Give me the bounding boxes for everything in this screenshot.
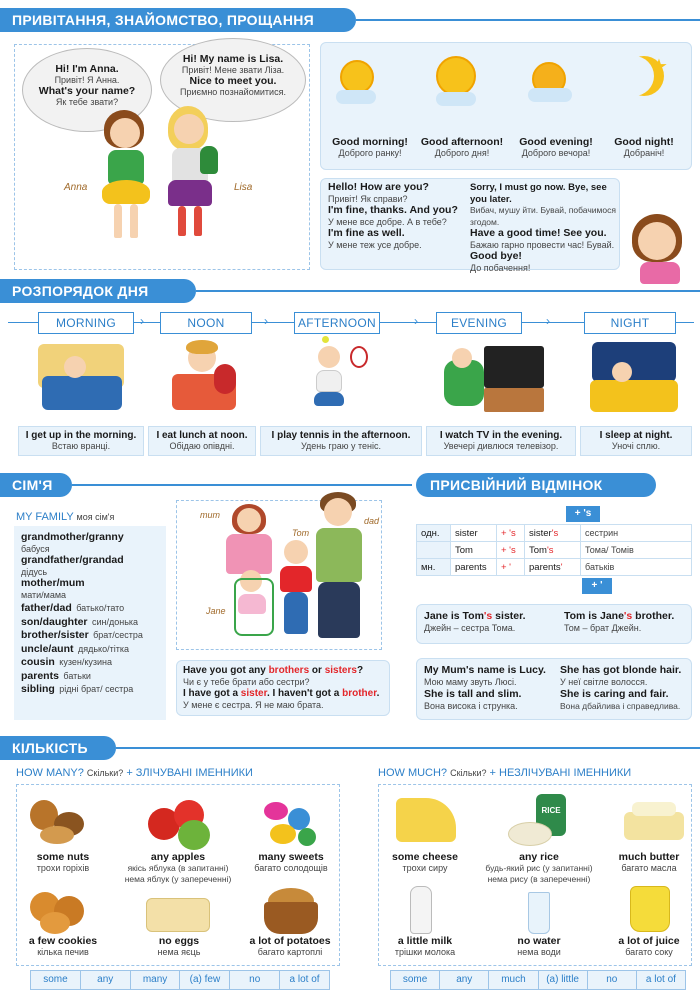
how-many-word-bar (30, 970, 330, 990)
family-word: father/dad (21, 602, 72, 614)
dialogue-line: Good bye! (470, 250, 522, 262)
desc-ua: Вона дбайлива і справедлива. (560, 701, 681, 711)
how-many-plus: + ЗЛІЧУВАНІ ІМЕННИКИ (126, 767, 253, 779)
family-title-en: MY FAMILY (16, 511, 74, 523)
family-name-dad: dad (364, 516, 380, 526)
greeting-time (414, 136, 510, 158)
greeting-time (598, 136, 690, 158)
routine-ua: Встаю вранці. (51, 441, 111, 451)
family-translation: рідні брат/ сестра (59, 684, 134, 694)
food-en: many sweets (258, 851, 324, 863)
routine-en: I eat lunch at noon. (156, 430, 248, 441)
rice-label: RICE (541, 806, 561, 815)
routine-caption (580, 426, 692, 456)
greeting-ua: Доброго ранку! (338, 148, 402, 158)
bubble-line: What's your name? (38, 85, 136, 97)
ex-pre: Jane is (424, 610, 463, 622)
family-translation: брат/сестра (93, 630, 143, 640)
food-ua: багато картоплі (257, 947, 323, 957)
routine-ua: Уночі сплю. (611, 441, 661, 451)
arrow-right-icon: › (140, 314, 144, 328)
bubble-line: Nice to meet you. (189, 75, 277, 87)
family-name-jane: Jane (206, 606, 226, 616)
greeting-en: Good morning! (332, 136, 408, 148)
desc-en: She is caring and fair. (560, 688, 669, 700)
q-sisters: sisters (324, 665, 357, 676)
food-en: a little milk (397, 935, 453, 947)
family-word: mother/mum (21, 577, 85, 589)
food-en: a lot of juice (618, 935, 680, 947)
a-mid: . I haven't got a (266, 688, 343, 699)
header-rule (196, 290, 700, 292)
food-ua: нема води (517, 947, 561, 957)
routine-caption (260, 426, 422, 456)
desc-ua: Вона висока і струнка. (424, 701, 518, 711)
routine-caption (426, 426, 576, 456)
dialogue-line: I'm fine, thanks. And you? (328, 204, 458, 216)
name-label-lisa: Lisa (234, 182, 253, 193)
poss-result-end: 's (551, 527, 559, 539)
family-translation: дядько/тітка (77, 643, 129, 654)
star-icon: ★ (650, 56, 668, 78)
dialogue-translation: У мене все добре. А в тебе? (328, 216, 447, 227)
poss-ua: сестрин (581, 525, 692, 542)
timeline-night: NIGHT (584, 312, 676, 334)
timeline-noon: NOON (160, 312, 252, 334)
desc-ua: У неї світле волосся. (560, 677, 648, 687)
a-brother: brother (342, 688, 377, 699)
section-header-possessive: ПРИСВІЙНИЙ ВІДМІНОК (416, 473, 656, 497)
section-header-greetings: ПРИВІТАННЯ, ЗНАЙОМСТВО, ПРОЩАННЯ (0, 8, 356, 32)
greeting-en: Good afternoon! (420, 136, 504, 148)
food-en: some nuts (36, 851, 90, 863)
family-title-ua: моя сім'я (76, 512, 115, 522)
dialogue-translation: Бажаю гарно провести час! Бувай. (470, 239, 615, 250)
arrow-right-icon: › (546, 314, 550, 328)
possessive-table (416, 524, 692, 576)
poss-word: sister (451, 525, 497, 542)
a-sister: sister (240, 688, 267, 699)
food-ua: якісь яблука (в запитанні) (127, 863, 229, 873)
food-caption (112, 852, 244, 885)
dialogue-translation: Привіт! Як справи? (328, 193, 408, 204)
greeting-ua: Доброго дня! (434, 148, 490, 158)
food-ua: багато масла (621, 863, 677, 873)
family-question-translation: Чи є у тебе брати або сестри? (183, 676, 310, 687)
poss-word: parents (451, 559, 497, 576)
desc-en: She is tall and slim. (424, 688, 522, 700)
q-text: Have you got any (183, 665, 269, 676)
bubble-translation: Привіт! Я Анна. (54, 75, 120, 85)
word-chip: a lot of (645, 974, 676, 985)
food-caption (380, 936, 470, 958)
ex-end: 's (483, 610, 493, 622)
family-word: sibling (21, 683, 55, 695)
poss-result (525, 542, 581, 559)
food-caption (240, 936, 340, 958)
poss-example-ua: Том – брат Джейн. (564, 623, 642, 633)
family-translation: батьки (63, 670, 91, 681)
food-ua: будь-який рис (у запитанні) (485, 863, 593, 873)
header-rule (356, 19, 700, 21)
poss-label: мн. (417, 559, 451, 576)
section-header-quantity: КІЛЬКІСТЬ (0, 736, 116, 760)
family-word: grandfather/grandad (21, 554, 124, 566)
word-chip: much (489, 971, 538, 989)
routine-ua: Удень граю у теніс. (301, 441, 381, 451)
dialogue-translation: У мене теж усе добре. (328, 239, 422, 250)
routine-caption (148, 426, 256, 456)
food-ua: багато соку (625, 947, 673, 957)
word-chip: any (440, 971, 489, 989)
dialogue-line: I'm fine as well. (328, 227, 405, 239)
food-ua: нема яєць (157, 947, 201, 957)
poss-result (525, 559, 581, 576)
food-caption (18, 936, 108, 958)
greeting-ua: Доброго вечора! (521, 148, 591, 158)
dialogue-line: Have a good time! See you. (470, 227, 607, 239)
food-ua: кілька печив (37, 947, 89, 957)
how-many-ua: Скільки? (86, 768, 124, 778)
q-or: or (309, 665, 325, 676)
greeting-time (322, 136, 418, 158)
family-name-tom: Tom (292, 528, 310, 538)
food-ua: трішки молока (394, 947, 456, 957)
poss-example (424, 610, 558, 634)
desc-en: My Mum's name is Lucy. (424, 664, 546, 676)
food-en: any apples (150, 851, 206, 863)
how-much-en: HOW MUCH? (378, 767, 448, 779)
routine-en: I watch TV in the evening. (439, 430, 563, 441)
word-chip: a lot of (289, 974, 320, 985)
arrow-right-icon: › (264, 314, 268, 328)
word-chip: some (31, 971, 81, 989)
poss-result-base: Tom (529, 544, 547, 556)
food-en: a lot of potatoes (249, 935, 331, 947)
routine-ua: Увечері дивлюся телевізор. (443, 441, 559, 451)
poss-result-end: 's (546, 544, 554, 556)
poss-result (525, 525, 581, 542)
timeline-morning: MORNING (38, 312, 134, 334)
family-answer (183, 688, 383, 700)
family-question (183, 665, 383, 677)
family-translation: мати/мама (21, 589, 67, 600)
desc-en: She has got blonde hair. (560, 664, 682, 676)
food-caption (606, 852, 692, 874)
family-word: brother/sister (21, 629, 89, 641)
family-translation: кузен/кузина (59, 657, 113, 667)
food-caption (18, 852, 108, 874)
header-rule (116, 747, 700, 749)
food-ua-2: нема рису (в запереченні) (487, 874, 591, 884)
poss-result-end: ' (560, 561, 563, 573)
family-translation: дідусь (21, 566, 48, 577)
poss-example (564, 610, 690, 634)
arrow-right-icon: › (414, 314, 418, 328)
ex-name: Tom (462, 610, 484, 622)
food-en: any rice (519, 851, 559, 863)
poss-ua: батьків (581, 559, 692, 576)
ex-end: 's (623, 610, 633, 622)
poss-op: + ' (497, 559, 525, 576)
how-much-word-bar (390, 970, 686, 990)
food-en: no water (517, 935, 561, 947)
food-caption (472, 852, 606, 885)
how-much-plus: + НЕЗЛІЧУВАНІ ІМЕННИКИ (489, 767, 632, 779)
header-rule (72, 484, 412, 486)
dialogue-line: Sorry, I must go now. Bye, see you later. (470, 182, 607, 205)
family-title (16, 511, 114, 523)
family-translation: бабуся (21, 543, 50, 554)
word-chip: no (588, 971, 637, 989)
plus-s-tag: + 's (566, 506, 600, 522)
family-question-panel (176, 660, 390, 716)
ex-post: sister. (492, 610, 526, 622)
food-en: some cheese (392, 851, 458, 863)
family-word: parents (21, 669, 59, 682)
word-chip: some (391, 971, 440, 989)
a-text: I have got a (183, 688, 241, 699)
q-brothers: brothers (268, 665, 310, 676)
food-ua: багато солодощів (254, 863, 328, 873)
routine-en: I get up in the morning. (25, 430, 137, 441)
food-en: much butter (618, 851, 680, 863)
family-vocabulary-list (14, 526, 166, 720)
timeline-afternoon: AFTERNOON (294, 312, 380, 334)
bubble-line: Hi! My name is Lisa. (182, 53, 284, 65)
word-chip: no (230, 971, 280, 989)
family-word: son/daughter (21, 615, 88, 628)
timeline-evening: EVENING (436, 312, 522, 334)
poss-label: одн. (417, 525, 451, 542)
family-translation: батько/тато (76, 603, 125, 613)
poss-result-base: sister (529, 527, 552, 539)
routine-en: I play tennis in the afternoon. (271, 430, 411, 441)
routine-en: I sleep at night. (599, 430, 673, 441)
food-caption (606, 936, 692, 958)
food-ua: трохи горіхів (36, 863, 90, 873)
dialogue-right (470, 182, 620, 274)
word-chip: many (131, 971, 181, 989)
food-en: no eggs (158, 935, 200, 947)
poss-example-ua: Джейн – сестра Тома. (424, 623, 516, 633)
how-many-en: HOW MANY? (16, 767, 84, 779)
dialogue-left (328, 182, 464, 251)
bubble-translation: Привіт! Мене звати Ліза. (181, 65, 285, 75)
poss-example-en (564, 610, 690, 622)
greeting-ua: Добраніч! (623, 148, 665, 158)
desc-ua: Мою маму звуть Люсі. (424, 677, 517, 687)
how-much-ua: Скільки? (450, 768, 487, 778)
a-end: . (376, 688, 380, 699)
ex-post: brother. (632, 610, 675, 622)
food-en: a few cookies (28, 935, 98, 947)
q-end: ? (356, 665, 364, 676)
food-caption (246, 852, 336, 874)
routine-ua: Обідаю опівдні. (169, 441, 235, 451)
greeting-en: Good evening! (519, 136, 593, 148)
bubble-translation: Приємно познайомитися. (180, 87, 286, 97)
family-name-mum: mum (200, 510, 220, 520)
greeting-en: Good night! (614, 136, 674, 148)
ex-pre: Tom is (564, 610, 600, 622)
night-moon-icon (614, 56, 654, 96)
poss-word: Tom (451, 542, 497, 559)
bubble-translation: Як тебе звати? (55, 97, 119, 107)
poss-op: + 's (497, 542, 525, 559)
section-header-daily: РОЗПОРЯДОК ДНЯ (0, 279, 196, 303)
dialogue-translation: Вибач, мушу йти. Бувай, побачимося згодом. (470, 205, 616, 227)
family-word: cousin (21, 656, 55, 668)
ex-name: Jane (599, 610, 624, 622)
greeting-time (508, 136, 604, 158)
dialogue-translation: До побачення! (470, 262, 531, 273)
food-caption (494, 936, 584, 958)
section-header-family: СІМ'Я (0, 473, 72, 497)
food-ua-2: нема яблук (у запереченні) (124, 874, 232, 884)
poss-op: + 's (497, 525, 525, 542)
name-label-anna: Anna (64, 182, 88, 193)
bubble-line: Hi! I'm Anna. (55, 63, 119, 75)
family-answer-translation: У мене є сестра. Я не маю брата. (183, 699, 324, 710)
poss-desc-left (424, 664, 558, 712)
poss-result-base: parents (529, 561, 561, 573)
word-chip: (a) few (180, 971, 230, 989)
poss-label (417, 542, 451, 559)
poss-desc-right (560, 664, 692, 712)
plus-apostrophe-tag: + ' (582, 578, 612, 594)
how-many-title (16, 767, 253, 779)
family-word: grandmother/granny (21, 531, 124, 543)
word-chip: (a) little (539, 971, 588, 989)
family-translation: син/донька (91, 616, 139, 627)
how-much-title (378, 767, 631, 779)
poss-example-en (424, 610, 558, 622)
food-ua: трохи сиру (402, 863, 448, 873)
routine-caption (18, 426, 144, 456)
dialogue-line: Hello! How are you? (328, 181, 429, 193)
poss-ua: Тома/ Томів (581, 542, 692, 559)
word-chip: any (81, 971, 131, 989)
food-caption (134, 936, 224, 958)
food-caption (380, 852, 470, 874)
family-word: uncle/aunt (21, 642, 74, 655)
